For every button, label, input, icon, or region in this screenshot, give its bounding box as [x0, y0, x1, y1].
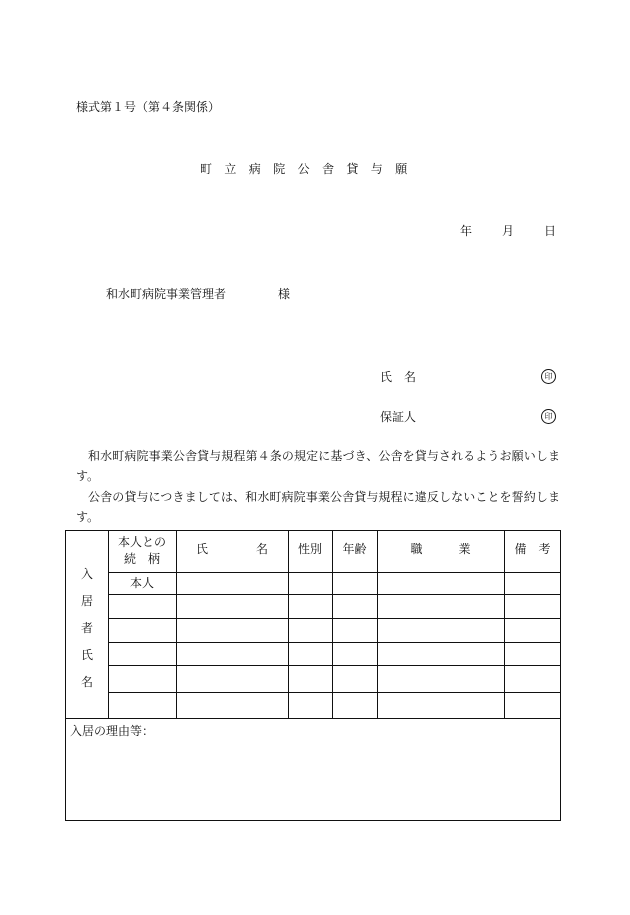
reason-label: 入居の理由等： — [70, 724, 155, 738]
residents-table — [65, 530, 561, 821]
side-char: 氏 — [80, 648, 93, 662]
guarantor-label: 保証人 — [380, 410, 417, 424]
addressee-name: 和水町病院事業管理者 — [106, 287, 227, 301]
side-char: 居 — [80, 594, 93, 608]
side-char: 名 — [80, 675, 93, 689]
side-char: 入 — [80, 567, 93, 581]
residents-side-label — [66, 561, 108, 696]
header-gender: 性別 — [297, 542, 322, 556]
header-name: 氏 名 — [195, 542, 268, 556]
header-relation-line1: 本人との — [117, 535, 166, 549]
date-year: 年 — [460, 224, 473, 238]
pledge-paragraph: 公舎の貸与につきましては、和水町病院事業公舎貸与規程に違反しないことを誓約します。 — [76, 490, 560, 524]
seal-icon: 印 — [541, 369, 556, 384]
header-occupation: 職 業 — [410, 542, 471, 556]
form-number: 様式第１号（第４条関係） — [76, 100, 221, 114]
header-relation — [108, 534, 176, 568]
applicant-label: 氏 名 — [380, 370, 417, 384]
addressee-honorific: 様 — [278, 287, 291, 301]
side-char: 者 — [80, 621, 93, 635]
relation-self: 本人 — [129, 576, 154, 590]
header-age: 年齢 — [342, 542, 367, 556]
header-remarks: 備 考 — [514, 542, 551, 556]
request-paragraph: 和水町病院事業公舎貸与規程第４条の規定に基づき、公舎を貸与されるようお願いします。 — [76, 449, 560, 483]
header-relation-line2: 続 柄 — [123, 552, 160, 566]
date-day: 日 — [544, 224, 557, 238]
applicant-signature — [380, 370, 558, 384]
document-title: 町立病院公舎貸与願 — [200, 162, 420, 176]
seal-icon: 印 — [541, 409, 556, 424]
date-line — [460, 224, 556, 238]
guarantor-signature — [380, 410, 558, 424]
date-month: 月 — [502, 224, 515, 238]
addressee — [106, 287, 290, 301]
